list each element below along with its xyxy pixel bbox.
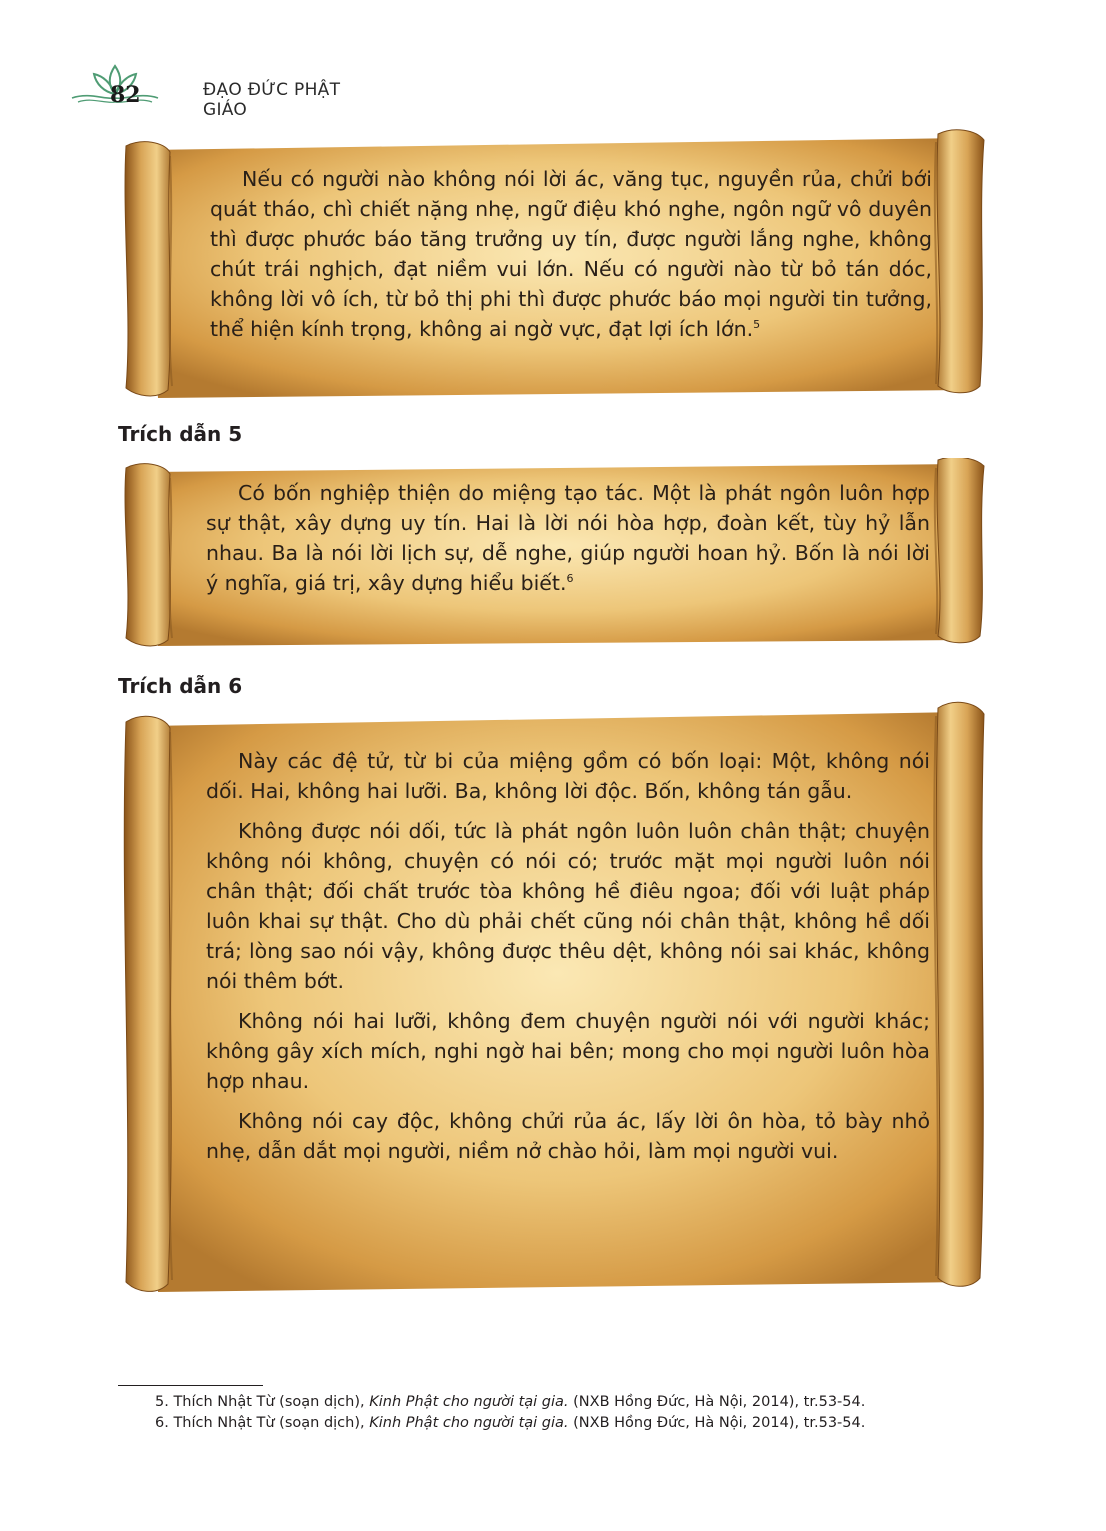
footnote-book-title: Kinh Phật cho người tại gia. (369, 1415, 569, 1431)
quote-scroll-5 (118, 458, 988, 653)
quote-6-label: Trích dẫn 6 (118, 674, 243, 698)
footnote-ref-6[interactable]: 6 (566, 572, 574, 585)
quote-6-paragraph: Này các đệ tử, từ bi của miệng gồm có bốn loại: Một, không nói dối. Hai, không hai lưỡi. Ba, không lời độc. Bốn, không tán gẫu. (206, 749, 930, 803)
quote-scroll-4 (118, 128, 988, 406)
quote-5-paragraph: Có bốn nghiệp thiện do miệng tạo tác. Một là phát ngôn luôn hợp sự thật, xây dựng uy tín. Hai là lời nói hòa hợp, đoàn kết, tùy hỷ lẫn nhau. Ba là nói lời lịch sự, dễ nghe, giúp người hoan hỷ. Bốn là nói lời ý nghĩa, giá trị, xây dựng hiểu biết.$^6$ (206, 481, 930, 595)
footnote-book-title: Kinh Phật cho người tại gia. (369, 1394, 569, 1410)
footnote-ref-5[interactable]: 5 (753, 318, 761, 331)
quote-6-paragraph: Không nói cay độc, không chửi rủa ác, lấy lời ôn hòa, tỏ bày nhỏ nhẹ, dẫn dắt mọi người, niềm nở chào hỏi, làm mọi người vui. (206, 1109, 930, 1163)
quote-5-label: Trích dẫn 5 (118, 422, 243, 446)
running-header-title: ĐẠO ĐỨC PHẬT GIÁO (203, 80, 341, 120)
page-header (70, 62, 390, 120)
page-number: 82 (110, 82, 141, 108)
footnote-divider (118, 1385, 263, 1386)
quote-6-paragraph: Không được nói dối, tức là phát ngôn luôn luôn chân thật; chuyện không nói không, chuyện có nói có; trước mặt mọi người luôn nói chân thật; đối chất trước tòa không hề điêu ngoa; đối với luật pháp luôn khai sự thật. Cho dù phải chết cũng nói chân thật, không hề dối trá; lòng sao nói vậy, không được thêu dệt, không nói sai khác, không nói thêm bớt. (206, 819, 930, 993)
quote-6-paragraph: Không nói hai lưỡi, không đem chuyện người nói với người khác; không gây xích mích, nghi ngờ hai bên; mong cho mọi người luôn hòa hợp nhau. (206, 1009, 930, 1093)
quote-scroll-6 (118, 700, 988, 1305)
footnotes (155, 1392, 865, 1434)
footnote-5: 5. Thích Nhật Từ (soạn dịch), Kinh Phật cho người tại gia. (NXB Hồng Đức, Hà Nội, 2014), tr.53-54. (155, 1394, 866, 1410)
quote-4-paragraph: Nếu có người nào không nói lời ác, văng tục, nguyền rủa, chửi bới quát tháo, chì chiết nặng nhẹ, ngữ điệu khó nghe, ngôn ngữ vô duyên thì được phước báo tăng trưởng uy tín, được người lắng nghe, không chút trái nghịch, đạt niềm vui lớn. Nếu có người nào từ bỏ tán dóc, không lời vô ích, từ bỏ thị phi thì được phước báo mọi người tin tưởng, thể hiện kính trọng, không ai ngờ vực, đạt lợi ích lớn.$^5$ (210, 167, 932, 341)
footnote-6: 6. Thích Nhật Từ (soạn dịch), Kinh Phật cho người tại gia. (NXB Hồng Đức, Hà Nội, 2014), tr.53-54. (155, 1415, 866, 1431)
